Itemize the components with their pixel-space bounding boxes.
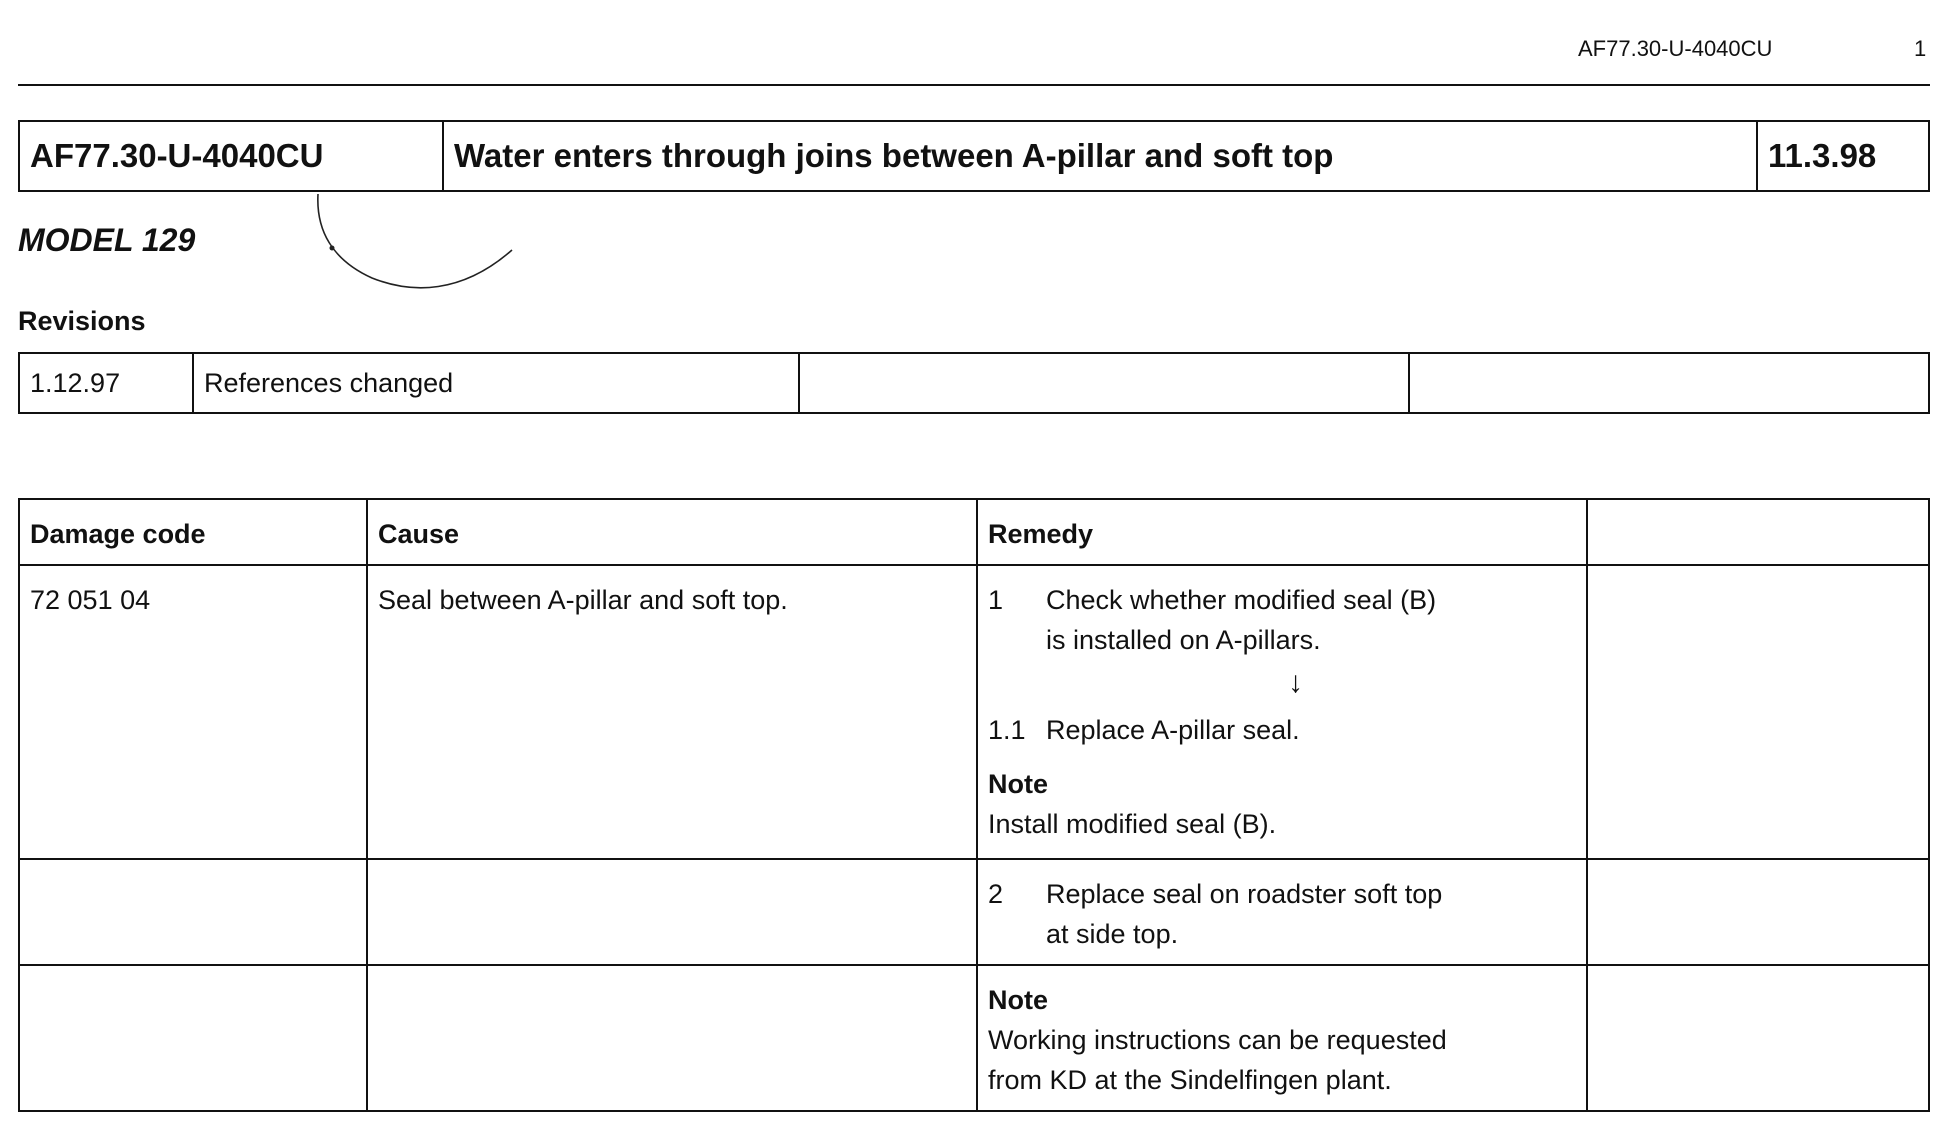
- note-text-line: from KD at the Sindelfingen plant.: [988, 1065, 1392, 1095]
- table-row: [19, 859, 1929, 965]
- table-row: [19, 965, 1929, 1111]
- page-header-doc-code: AF77.30-U-4040CU: [1578, 36, 1773, 61]
- title-block: [18, 120, 1930, 192]
- header-damage-code: Damage code: [19, 499, 367, 565]
- step-number: 1.1: [988, 715, 1026, 745]
- damage-code-cell: [19, 965, 367, 1111]
- step-text: [1046, 874, 1442, 954]
- revision-col4: [1409, 353, 1929, 413]
- remedy-cell: [977, 859, 1587, 965]
- note-label: Note: [988, 985, 1048, 1015]
- extra-cell: [1587, 859, 1929, 965]
- header-extra: [1587, 499, 1929, 565]
- cause-cell: [367, 965, 977, 1111]
- revision-col3: [799, 353, 1409, 413]
- note-text-line: Working instructions can be requested: [988, 1025, 1447, 1055]
- step-text: Replace A-pillar seal.: [1046, 715, 1300, 745]
- title-block-title: Water enters through joins between A-pillar and soft top: [443, 121, 1757, 191]
- damage-code-cell: [19, 859, 367, 965]
- header-remedy: Remedy: [977, 499, 1587, 565]
- revision-text: References changed: [193, 353, 799, 413]
- step-number: 2: [988, 879, 1004, 909]
- step-text-line: at side top.: [1046, 919, 1179, 949]
- remedy-step-1: [988, 580, 1576, 660]
- table-row: [19, 565, 1929, 859]
- remedy-step-2: [988, 874, 1576, 954]
- damage-table-header-row: [19, 499, 1929, 565]
- step-text-line: is installed on A-pillars.: [1046, 625, 1321, 655]
- remedy-cell: [977, 565, 1587, 859]
- down-arrow-icon: ↓: [1288, 666, 1303, 699]
- revision-row: [19, 353, 1929, 413]
- remedy-cell: [977, 965, 1587, 1111]
- damage-table: [18, 498, 1930, 1112]
- revision-date: 1.12.97: [19, 353, 193, 413]
- step-text-line: Check whether modified seal (B): [1046, 585, 1437, 615]
- revisions-heading: Revisions: [18, 306, 146, 336]
- cause-cell: [367, 859, 977, 965]
- extra-cell: [1587, 965, 1929, 1111]
- revisions-table: [18, 352, 1930, 414]
- step-text-line: Replace seal on roadster soft top: [1046, 879, 1443, 909]
- title-block-code: AF77.30-U-4040CU: [19, 121, 443, 191]
- page-number: 1: [1914, 36, 1927, 61]
- note-text: Install modified seal (B).: [988, 809, 1277, 839]
- step-number: 1: [988, 585, 1004, 615]
- cause-cell: Seal between A-pillar and soft top.: [367, 565, 977, 859]
- note-label: Note: [988, 769, 1048, 799]
- damage-code-cell: 72 051 04: [19, 565, 367, 859]
- extra-cell: [1587, 565, 1929, 859]
- remedy-step-1-1: [988, 710, 1576, 750]
- handwritten-annotation: [312, 190, 522, 310]
- header-rule: [18, 84, 1930, 86]
- title-block-date: 11.3.98: [1757, 121, 1929, 191]
- step-text: [1046, 580, 1436, 660]
- model-title: MODEL 129: [18, 222, 196, 258]
- header-cause: Cause: [367, 499, 977, 565]
